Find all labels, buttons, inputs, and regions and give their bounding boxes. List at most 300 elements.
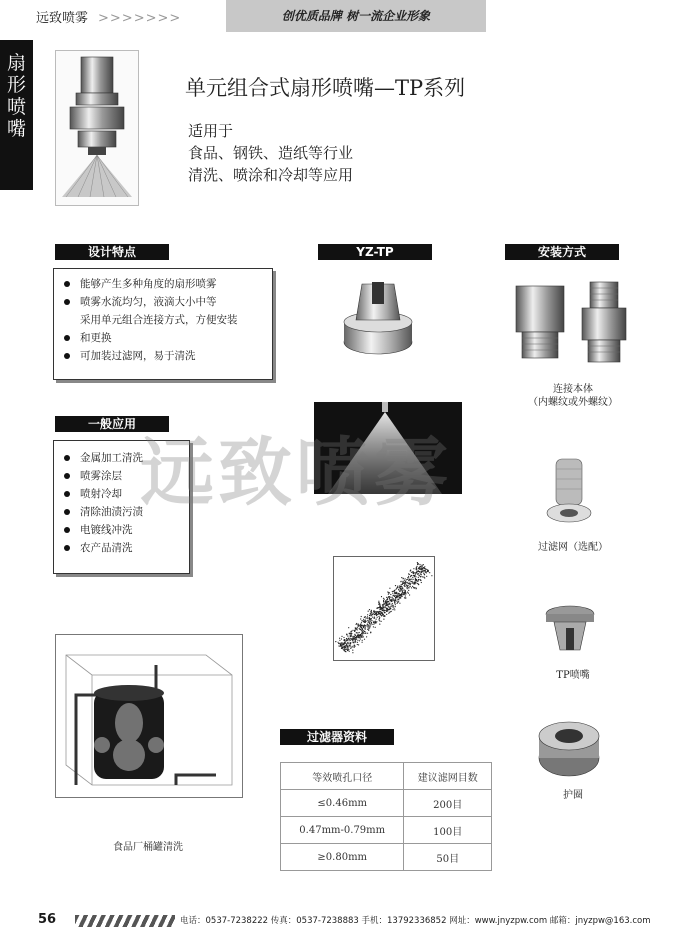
droplet-dot xyxy=(383,605,384,606)
droplet-dot xyxy=(342,643,343,644)
design-features-box xyxy=(53,268,273,380)
droplet-dot xyxy=(405,578,406,579)
droplet-dot xyxy=(424,577,425,578)
droplet-dot xyxy=(375,623,376,624)
droplet-dot xyxy=(382,610,383,611)
side-tab-char: 扇 xyxy=(6,52,26,74)
droplet-dot xyxy=(404,589,405,590)
list-item-text: 喷雾水流均匀，液滴大小中等 xyxy=(80,296,217,308)
droplet-dot xyxy=(413,583,414,584)
product-model-label: YZ-TP xyxy=(318,244,432,260)
droplet-dot xyxy=(408,573,409,574)
droplet-dot xyxy=(375,627,376,628)
droplet-dot xyxy=(399,591,400,592)
droplet-dot xyxy=(363,632,364,633)
list-item xyxy=(54,275,272,293)
droplet-dot xyxy=(393,598,394,599)
droplet-dot xyxy=(359,637,360,638)
droplet-dot xyxy=(361,627,362,628)
droplet-dot xyxy=(365,622,366,623)
droplet-dot xyxy=(347,642,348,643)
droplet-dot xyxy=(378,611,379,612)
droplet-dot xyxy=(375,611,376,612)
droplet-dot xyxy=(351,647,352,648)
droplet-dot xyxy=(421,572,422,573)
tank-caption: 食品厂桶罐清洗 xyxy=(113,842,183,853)
droplet-dot xyxy=(369,609,370,610)
nozzle-spray-illustration xyxy=(56,51,138,205)
droplet-dot xyxy=(366,621,367,622)
droplet-dot xyxy=(399,593,400,594)
droplet-dot xyxy=(364,620,365,621)
droplet-dot xyxy=(338,643,339,644)
droplet-dot xyxy=(412,577,413,578)
droplet-dot xyxy=(345,641,346,642)
droplet-dot xyxy=(418,579,419,580)
droplet-dot xyxy=(362,640,363,641)
droplet-dot xyxy=(405,591,406,592)
droplet-dot xyxy=(404,586,405,587)
droplet-dot xyxy=(341,647,342,648)
list-item-text: 电镀线冲洗 xyxy=(80,524,133,536)
droplet-dot xyxy=(378,602,379,603)
table-row xyxy=(281,790,492,817)
page-number: 56 xyxy=(38,912,57,927)
droplet-dot xyxy=(391,604,392,605)
retaining-nut-icon xyxy=(536,718,602,780)
droplet-dot xyxy=(407,592,408,593)
droplet-dot xyxy=(339,638,340,639)
droplet-dot xyxy=(392,605,393,606)
droplet-dot xyxy=(361,635,362,636)
droplet-dot xyxy=(388,609,389,610)
list-item xyxy=(54,347,272,365)
droplet-dot xyxy=(350,648,351,649)
droplet-dot xyxy=(419,564,420,565)
droplet-dot xyxy=(351,639,352,640)
droplet-dot xyxy=(423,567,424,568)
droplet-dot xyxy=(354,645,355,646)
table-cell: 200目 xyxy=(404,790,492,817)
table-cell: 100目 xyxy=(404,817,492,844)
droplet-dot xyxy=(413,568,414,569)
droplet-dot xyxy=(352,640,353,641)
droplet-dot xyxy=(414,575,415,576)
droplet-dot xyxy=(370,613,371,614)
droplet-dot xyxy=(387,591,388,592)
droplet-dot xyxy=(384,610,385,611)
droplet-dot xyxy=(371,623,372,624)
droplet-dot xyxy=(418,577,419,578)
droplet-dot xyxy=(400,587,401,588)
droplet-dot xyxy=(374,617,375,618)
droplet-dot xyxy=(352,630,353,631)
droplet-dot xyxy=(371,615,372,616)
droplet-dot xyxy=(410,584,411,585)
droplet-dot xyxy=(388,601,389,602)
droplet-dot xyxy=(407,588,408,589)
droplet-dot xyxy=(349,651,350,652)
droplet-dot xyxy=(373,621,374,622)
droplet-dot xyxy=(357,644,358,645)
page-title: 单元组合式扇形喷嘴—TP系列 xyxy=(185,76,466,100)
droplet-dot xyxy=(403,578,404,579)
droplet-dot xyxy=(417,563,418,564)
droplet-dot xyxy=(418,583,419,584)
droplet-dot xyxy=(347,636,348,637)
droplet-dot xyxy=(360,638,361,639)
droplet-dot xyxy=(369,615,370,616)
droplet-dot xyxy=(407,582,408,583)
tp-tip-image xyxy=(544,600,596,656)
droplet-dot xyxy=(368,611,369,612)
droplet-dot xyxy=(374,623,375,624)
connector-caption-sub: （内螺纹或外螺纹） xyxy=(528,397,618,408)
droplet-dot xyxy=(386,599,387,600)
droplet-dot xyxy=(385,600,386,601)
droplet-dot xyxy=(392,603,393,604)
droplet-dot xyxy=(391,599,392,600)
tank-icon xyxy=(56,635,242,797)
droplet-dot xyxy=(356,628,357,629)
droplet-dot xyxy=(356,632,357,633)
bullet-icon xyxy=(64,509,70,515)
droplet-dot xyxy=(410,586,411,587)
droplet-dot xyxy=(376,621,377,622)
droplet-dot xyxy=(405,595,406,596)
droplet-dot xyxy=(395,597,396,598)
droplet-dot xyxy=(360,618,361,619)
droplet-dot xyxy=(379,618,380,619)
droplet-dot xyxy=(401,577,402,578)
droplet-dot xyxy=(410,570,411,571)
droplet-dot xyxy=(392,597,393,598)
droplet-dot xyxy=(420,576,421,577)
bullet-icon xyxy=(64,527,70,533)
droplet-dot xyxy=(420,566,421,567)
droplet-dot xyxy=(411,572,412,573)
droplet-dot xyxy=(347,649,348,650)
droplet-dot xyxy=(384,612,385,613)
droplet-dot xyxy=(355,627,356,628)
droplet-dot xyxy=(408,593,409,594)
droplet-dot xyxy=(412,582,413,583)
droplet-scatter-icon xyxy=(334,557,434,660)
droplet-dot xyxy=(413,579,414,580)
droplet-dot xyxy=(377,617,378,618)
droplet-dot xyxy=(395,604,396,605)
droplet-dot xyxy=(350,640,351,641)
strainer-icon xyxy=(542,455,596,533)
droplet-dot xyxy=(393,595,394,596)
droplet-dot xyxy=(368,621,369,622)
droplet-dot xyxy=(370,611,371,612)
droplet-dot xyxy=(397,587,398,588)
droplet-dot xyxy=(425,570,426,571)
droplet-dot xyxy=(368,628,369,629)
droplet-dot xyxy=(397,597,398,598)
droplet-dot xyxy=(358,636,359,637)
droplet-dot xyxy=(362,620,363,621)
droplet-dot xyxy=(369,617,370,618)
droplet-dot xyxy=(363,627,364,628)
droplet-dot xyxy=(394,596,395,597)
droplet-dot xyxy=(381,607,382,608)
droplet-dot xyxy=(364,631,365,632)
table-header-cell: 等效喷孔口径 xyxy=(281,763,404,790)
droplet-dot xyxy=(363,630,364,631)
droplet-dot xyxy=(339,643,340,644)
droplet-dot xyxy=(357,642,358,643)
droplet-dot xyxy=(402,590,403,591)
droplet-dot xyxy=(369,624,370,625)
droplet-dot xyxy=(402,592,403,593)
droplet-dot xyxy=(380,611,381,612)
droplet-dot xyxy=(390,594,391,595)
droplet-dot xyxy=(383,619,384,620)
droplet-dot xyxy=(381,615,382,616)
bullet-icon xyxy=(64,353,70,359)
droplet-dot xyxy=(381,621,382,622)
table-header-cell: 建议滤网目数 xyxy=(404,763,492,790)
droplet-dot xyxy=(391,611,392,612)
droplet-dot xyxy=(368,627,369,628)
table-cell: ≤0.46mm xyxy=(281,790,404,817)
droplet-dot xyxy=(394,608,395,609)
droplet-dot xyxy=(383,598,384,599)
droplet-dot xyxy=(372,617,373,618)
droplet-dot xyxy=(389,603,390,604)
droplet-dot xyxy=(356,636,357,637)
side-category-tab xyxy=(0,40,33,190)
droplet-dot xyxy=(353,638,354,639)
droplet-dot xyxy=(383,607,384,608)
droplet-dot xyxy=(346,638,347,639)
droplet-dot xyxy=(386,603,387,604)
droplet-dot xyxy=(397,599,398,600)
hero-description xyxy=(188,120,353,186)
droplet-dot xyxy=(419,571,420,572)
droplet-dot xyxy=(343,637,344,638)
droplet-dot xyxy=(396,596,397,597)
droplet-dot xyxy=(422,576,423,577)
connector-caption xyxy=(508,383,638,409)
droplet-dot xyxy=(404,597,405,598)
bullet-icon xyxy=(64,335,70,341)
droplet-dot xyxy=(405,598,406,599)
droplet-dot xyxy=(367,620,368,621)
filter-data-label: 过滤器资料 xyxy=(280,729,394,745)
droplet-dot xyxy=(402,586,403,587)
droplet-dot xyxy=(389,598,390,599)
droplet-dot xyxy=(362,636,363,637)
droplet-dot xyxy=(395,606,396,607)
droplet-dot xyxy=(395,592,396,593)
list-item-text: 可加装过滤网，易于清洗 xyxy=(80,350,196,362)
droplet-dot xyxy=(410,575,411,576)
droplet-dot xyxy=(418,568,419,569)
droplet-dot xyxy=(420,568,421,569)
droplet-dot xyxy=(426,569,427,570)
droplet-dot xyxy=(421,574,422,575)
droplet-dot xyxy=(367,624,368,625)
droplet-dot xyxy=(350,634,351,635)
droplet-dot xyxy=(395,585,396,586)
droplet-dot xyxy=(392,591,393,592)
droplet-dot xyxy=(354,631,355,632)
droplet-dot xyxy=(420,580,421,581)
droplet-dot xyxy=(357,632,358,633)
droplet-dot xyxy=(416,579,417,580)
droplet-dot xyxy=(406,585,407,586)
droplet-dot xyxy=(390,597,391,598)
droplet-dot xyxy=(371,618,372,619)
droplet-dot xyxy=(415,572,416,573)
droplet-dot xyxy=(362,625,363,626)
filter-data-table-wrapper xyxy=(280,762,492,871)
droplet-dot xyxy=(372,624,373,625)
droplet-dot xyxy=(389,588,390,589)
table-cell: ≥0.80mm xyxy=(281,844,404,871)
droplet-dot xyxy=(359,632,360,633)
droplet-dot xyxy=(400,596,401,597)
droplet-dot xyxy=(403,593,404,594)
droplet-dot xyxy=(345,647,346,648)
droplet-dot xyxy=(369,623,370,624)
droplet-dot xyxy=(399,595,400,596)
droplet-dot xyxy=(402,596,403,597)
droplet-dot xyxy=(409,594,410,595)
droplet-dot xyxy=(378,619,379,620)
droplet-dot xyxy=(409,579,410,580)
droplet-dot xyxy=(371,612,372,613)
bullet-icon xyxy=(64,281,70,287)
droplet-dot xyxy=(396,601,397,602)
droplet-dot xyxy=(397,602,398,603)
droplet-dot xyxy=(412,586,413,587)
droplet-dot xyxy=(385,606,386,607)
droplet-dot xyxy=(367,618,368,619)
droplet-dot xyxy=(359,640,360,641)
droplet-dot xyxy=(367,614,368,615)
droplet-dot xyxy=(365,625,366,626)
table-header-row xyxy=(281,763,492,790)
droplet-dot xyxy=(389,592,390,593)
droplet-dot xyxy=(357,627,358,628)
droplet-dot xyxy=(350,642,351,643)
droplet-dot xyxy=(350,645,351,646)
list-item xyxy=(54,539,189,557)
droplet-dot xyxy=(367,616,368,617)
droplet-dot xyxy=(416,571,417,572)
droplet-dot xyxy=(386,614,387,615)
droplet-dot xyxy=(362,642,363,643)
droplet-dot xyxy=(368,630,369,631)
droplet-dot xyxy=(355,640,356,641)
droplet-dot xyxy=(419,568,420,569)
droplet-dot xyxy=(424,568,425,569)
droplet-dot xyxy=(383,614,384,615)
droplet-dot xyxy=(408,576,409,577)
droplet-dot xyxy=(373,613,374,614)
droplet-dot xyxy=(382,613,383,614)
droplet-dot xyxy=(429,572,430,573)
droplet-dot xyxy=(378,604,379,605)
droplet-dot xyxy=(388,605,389,606)
droplet-dot xyxy=(405,581,406,582)
bullet-icon xyxy=(64,491,70,497)
droplet-dot xyxy=(369,619,370,620)
droplet-dot xyxy=(398,596,399,597)
droplet-dot xyxy=(384,616,385,617)
droplet-dot xyxy=(409,580,410,581)
droplet-dot xyxy=(355,635,356,636)
droplet-dot xyxy=(416,572,417,573)
droplet-dot xyxy=(373,626,374,627)
droplet-dot xyxy=(361,622,362,623)
droplet-dot xyxy=(380,613,381,614)
droplet-dot xyxy=(348,645,349,646)
droplet-dot xyxy=(414,582,415,583)
droplet-dot xyxy=(387,608,388,609)
droplet-dot xyxy=(388,604,389,605)
droplet-dot xyxy=(384,604,385,605)
droplet-dot xyxy=(386,610,387,611)
general-applications-label: 一般应用 xyxy=(55,416,169,432)
droplet-dot xyxy=(401,581,402,582)
droplet-dot xyxy=(348,649,349,650)
droplet-dot xyxy=(392,609,393,610)
hero-line: 适用于 xyxy=(188,122,234,140)
droplet-dot xyxy=(382,608,383,609)
droplet-dot xyxy=(341,636,342,637)
droplet-dot xyxy=(389,612,390,613)
droplet-dot xyxy=(428,571,429,572)
droplet-dot xyxy=(415,573,416,574)
droplet-dot xyxy=(340,643,341,644)
droplet-dot xyxy=(353,636,354,637)
droplet-dot xyxy=(365,627,366,628)
header-arrows: >>>>>>> xyxy=(98,11,182,26)
droplet-dot xyxy=(361,630,362,631)
droplet-dot xyxy=(405,593,406,594)
droplet-dot xyxy=(407,579,408,580)
droplet-dot xyxy=(345,649,346,650)
droplet-dot xyxy=(344,640,345,641)
droplet-dot xyxy=(376,613,377,614)
droplet-dot xyxy=(346,634,347,635)
droplet-dot xyxy=(365,620,366,621)
droplet-dot xyxy=(417,564,418,565)
droplet-dot xyxy=(376,619,377,620)
droplet-dot xyxy=(426,572,427,573)
droplet-dot xyxy=(404,580,405,581)
droplet-dot xyxy=(412,583,413,584)
design-features-list xyxy=(54,269,272,365)
droplet-dot xyxy=(349,640,350,641)
droplet-dot xyxy=(399,603,400,604)
droplet-dot xyxy=(349,633,350,634)
droplet-dot xyxy=(404,585,405,586)
droplet-dot xyxy=(369,626,370,627)
droplet-dot xyxy=(367,626,368,627)
droplet-dot xyxy=(394,603,395,604)
droplet-dot xyxy=(346,639,347,640)
droplet-dot xyxy=(361,636,362,637)
droplet-dot xyxy=(363,625,364,626)
bullet-icon xyxy=(64,545,70,551)
droplet-dot xyxy=(351,636,352,637)
